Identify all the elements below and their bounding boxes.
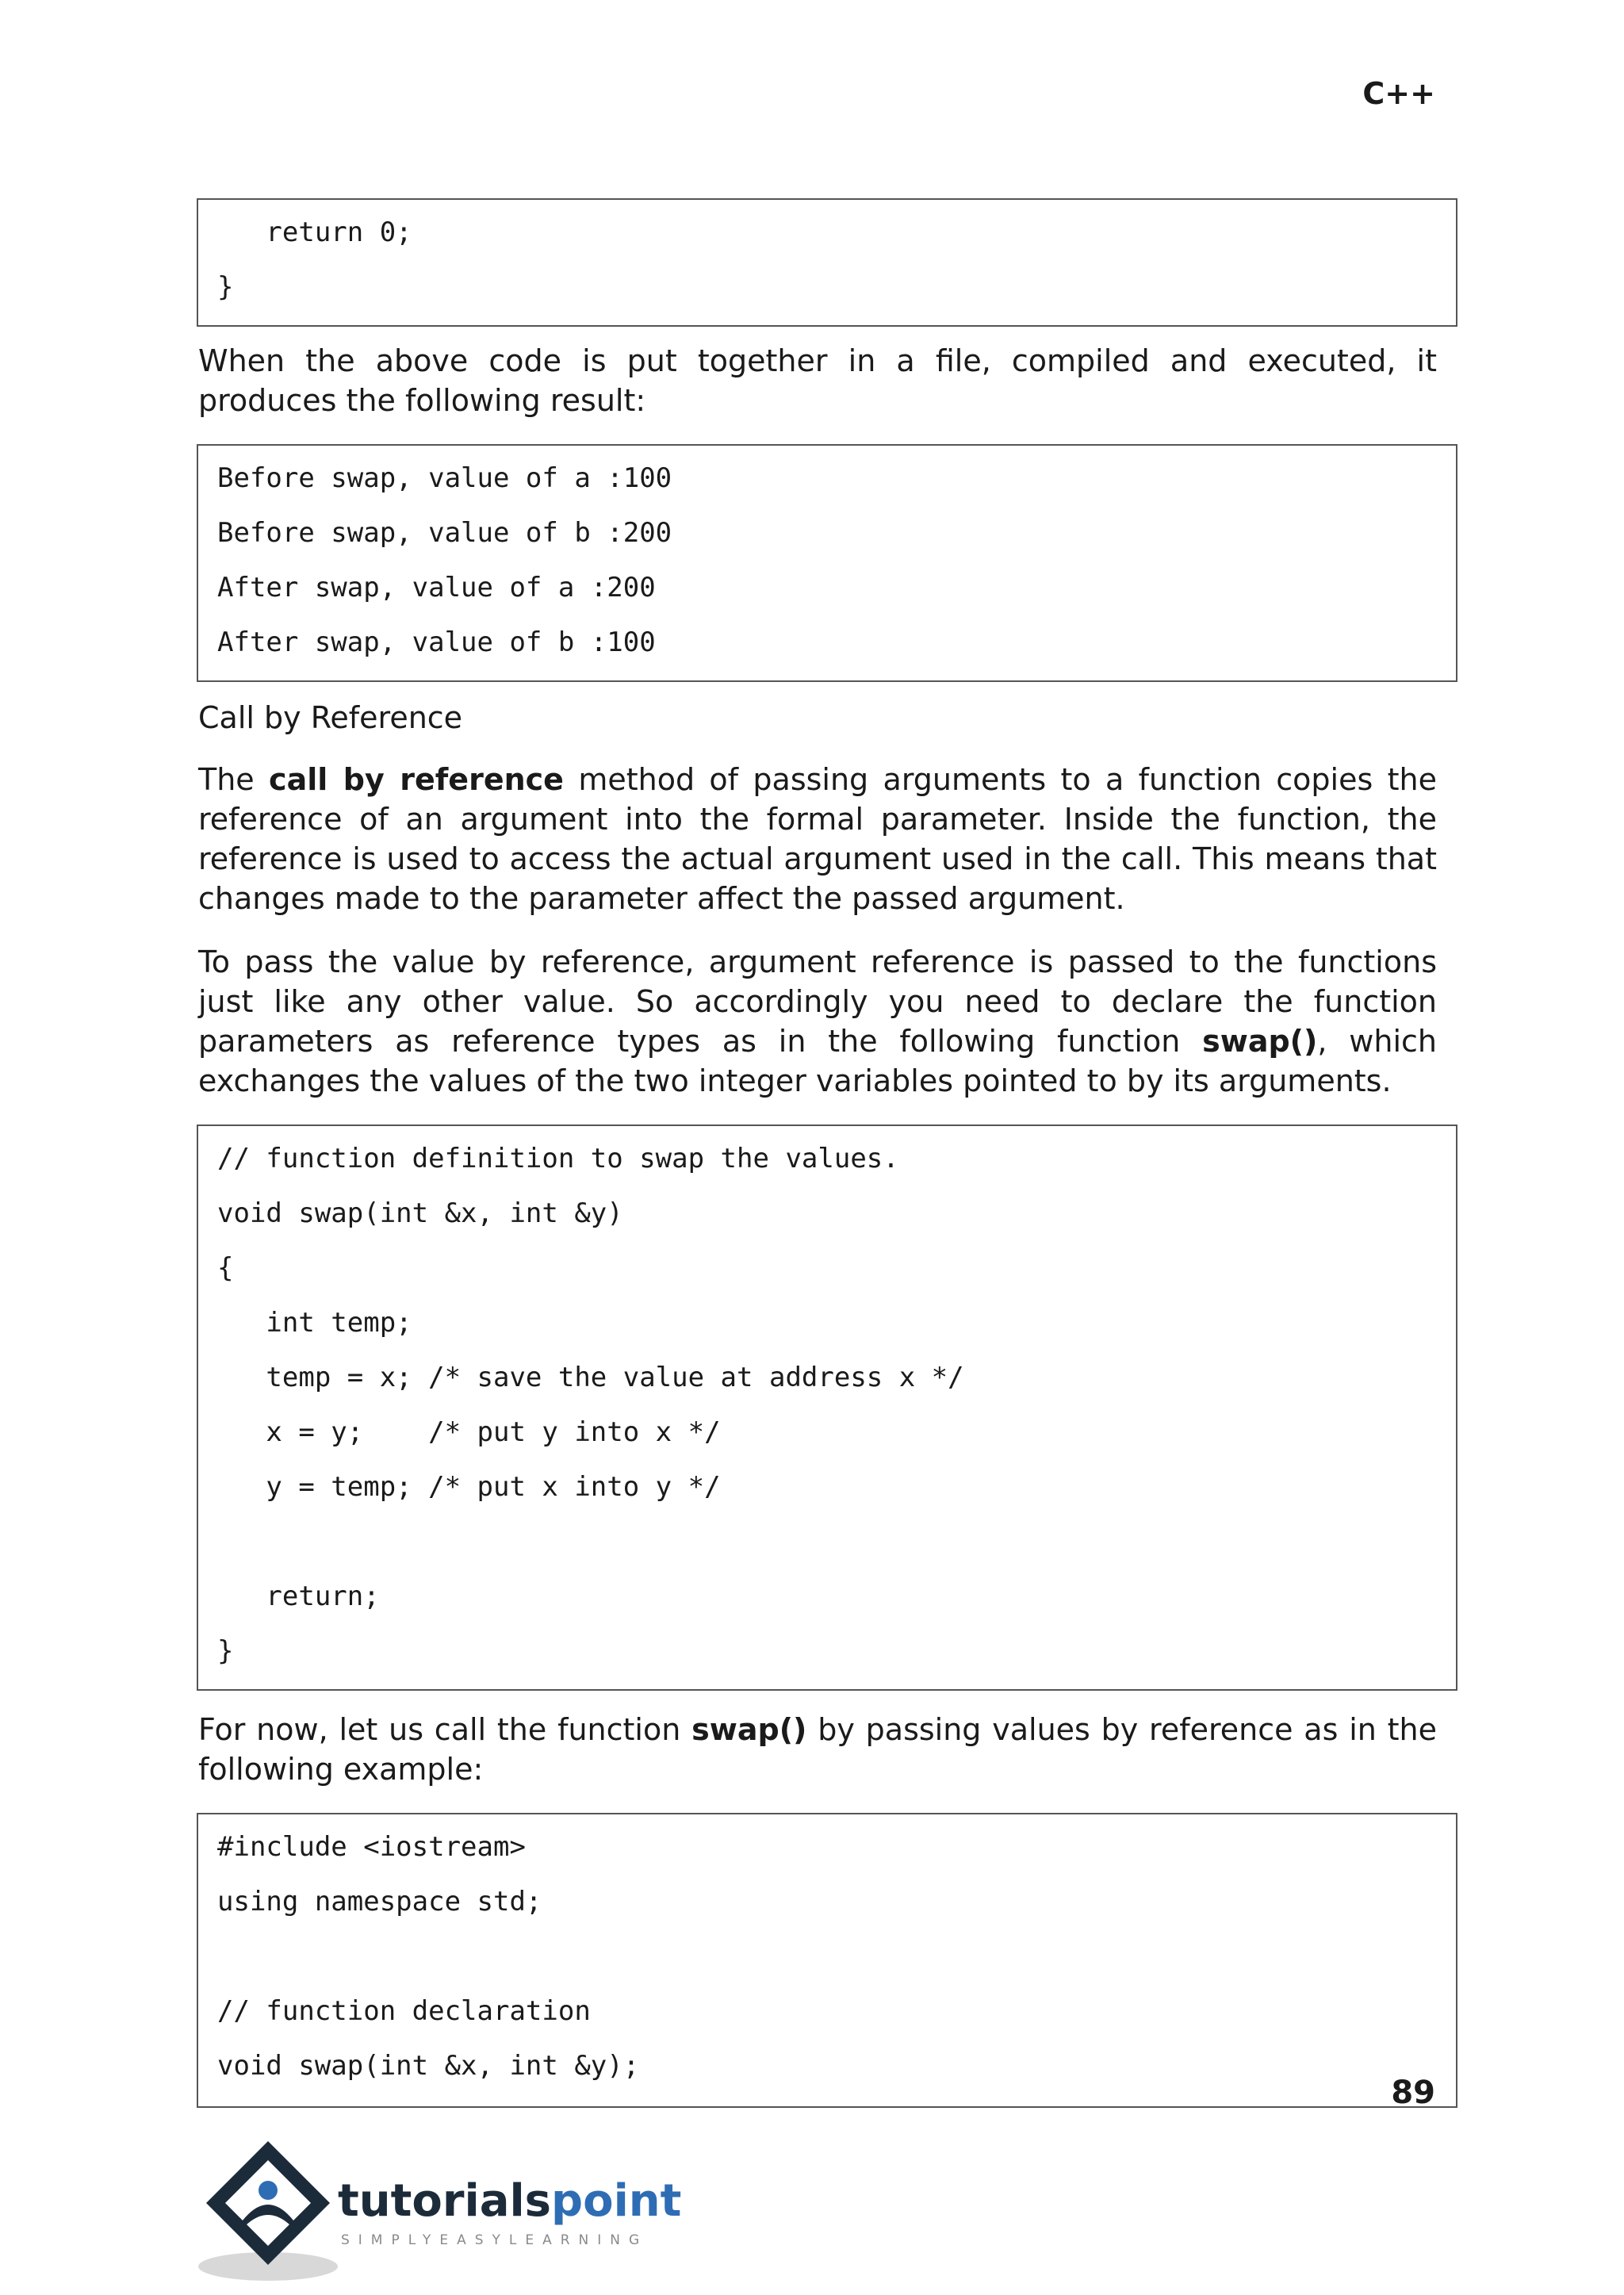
- code-line: using namespace std;: [217, 1886, 542, 1918]
- section-heading: Call by Reference: [198, 700, 463, 735]
- code-line: void swap(int &x, int &y): [217, 1197, 623, 1229]
- code-line: After swap, value of a :200: [217, 572, 656, 603]
- code-line: {: [217, 1252, 234, 1284]
- code-line: y = temp; /* put x into y */: [217, 1471, 721, 1503]
- code-line: }: [217, 271, 234, 303]
- logo-tagline: SIMPLYEASYLEARNING: [341, 2232, 649, 2248]
- code-line: [217, 1523, 1437, 1578]
- tutorialspoint-logo: [197, 2133, 688, 2284]
- code-line: return 0;: [217, 216, 412, 248]
- code-line: [217, 1938, 1437, 1993]
- code-block-tail: [197, 198, 1457, 327]
- output-block: [197, 444, 1457, 682]
- result-intro-paragraph: When the above code is put together in a file, compiled and executed, it produces the following result:: [198, 343, 1437, 418]
- code-line: // function declaration: [217, 1995, 591, 2027]
- page-number: 89: [1391, 2075, 1435, 2111]
- person-head-icon: [259, 2181, 278, 2200]
- code-line: After swap, value of b :100: [217, 626, 656, 658]
- swap-definition-block: [197, 1125, 1457, 1691]
- logo-text-tutorials: tutorials: [338, 2175, 552, 2227]
- code-line: void swap(int &x, int &y);: [217, 2050, 640, 2082]
- running-header: C++: [1362, 76, 1435, 111]
- logo-text-point: point: [551, 2175, 682, 2227]
- code-line: }: [217, 1635, 234, 1667]
- code-line: x = y; /* put y into x */: [217, 1416, 721, 1448]
- code-line: // function definition to swap the values.: [217, 1143, 899, 1174]
- call-example-paragraph: For now, let us call the function swap() by passing values by reference as in the following example:: [198, 1712, 1437, 1787]
- code-line: int temp;: [217, 1307, 412, 1339]
- svg-text:tutorialspoint: [338, 2175, 681, 2227]
- code-line: Before swap, value of b :200: [217, 517, 672, 549]
- code-line: #include <iostream>: [217, 1831, 526, 1863]
- pass-by-reference-paragraph: To pass the value by reference, argument reference is passed to the functions just like any other value. So accordingly you need to declare the function parameters as reference types as in the following function swap(), which exchanges the values of the two integer variables pointed to by its arguments.: [198, 944, 1437, 1098]
- call-by-reference-paragraph: The call by reference method of passing arguments to a function copies the reference of an argument into the formal parameter. Inside the function, the reference is used to access the actual argument used in the call. This means that changes made to the parameter affect the passed argument.: [198, 762, 1437, 916]
- code-line: return;: [217, 1580, 380, 1612]
- example-code-block: [197, 1813, 1457, 2108]
- code-line: temp = x; /* save the value at address x */: [217, 1362, 964, 1393]
- code-line: Before swap, value of a :100: [217, 462, 672, 494]
